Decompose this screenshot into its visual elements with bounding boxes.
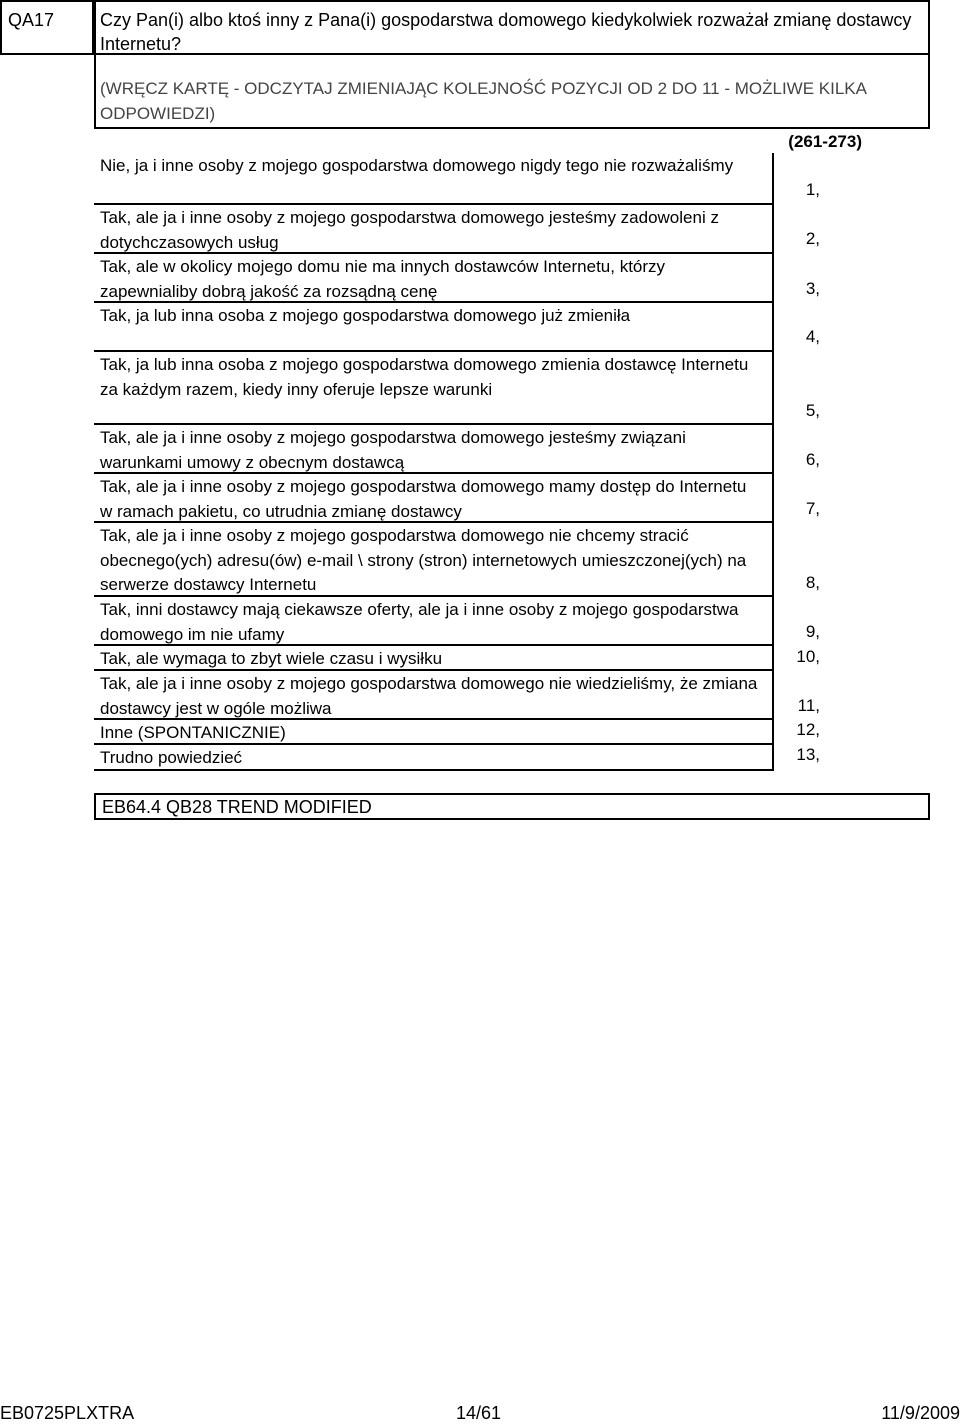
instruction-cell bbox=[94, 55, 930, 129]
question-text-cell bbox=[94, 0, 930, 55]
question-text: Czy Pan(i) albo ktoś inny z Pana(i) gospodarstwa domowego kiedykolwiek rozważał zmianę dostawcy Internetu? bbox=[100, 10, 912, 54]
trend-note-box bbox=[94, 793, 930, 820]
option-code: 6, bbox=[805, 450, 820, 469]
option-row bbox=[94, 472, 774, 522]
option-row bbox=[94, 153, 774, 203]
question-id: QA17 bbox=[8, 10, 55, 30]
option-row bbox=[94, 718, 774, 744]
column-range: (261-273) bbox=[788, 132, 862, 151]
option-row bbox=[94, 644, 774, 670]
option-text: Inne (SPONTANICZNIE) bbox=[100, 723, 286, 742]
trend-note: EB64.4 QB28 TREND MODIFIED bbox=[102, 797, 372, 817]
option-text: Tak, ale ja i inne osoby z mojego gospodarstwa domowego mamy dostęp do Internetu w ramach pakietu, co utrudnia zmianę dostawcy bbox=[100, 477, 747, 521]
option-code: 13, bbox=[796, 745, 820, 764]
option-text: Tak, ale wymaga to zbyt wiele czasu i wysiłku bbox=[100, 649, 443, 668]
option-row bbox=[94, 669, 774, 719]
footer-date: 11/9/2009 bbox=[881, 1403, 960, 1423]
option-text: Tak, ale w okolicy mojego domu nie ma innych dostawców Internetu, którzy zapewnialiby dobrą jakość za rozsądną cenę bbox=[100, 257, 666, 301]
option-code: 3, bbox=[805, 279, 820, 298]
option-text: Tak, ale ja i inne osoby z mojego gospodarstwa domowego jesteśmy zadowoleni z dotychczasowych usług bbox=[100, 208, 719, 252]
option-text: Trudno powiedzieć bbox=[100, 748, 243, 767]
option-code: 11, bbox=[797, 696, 820, 715]
option-text: Nie, ja i inne osoby z mojego gospodarstwa domowego nigdy tego nie rozważaliśmy bbox=[100, 156, 734, 175]
option-row bbox=[94, 252, 774, 302]
option-text: Tak, ja lub inna osoba z mojego gospodarstwa domowego zmienia dostawcę Internetu za każdym razem, kiedy inny oferuje lepsze warunki bbox=[100, 355, 749, 399]
instruction-text: (WRĘCZ KARTĘ - ODCZYTAJ ZMIENIAJĄC KOLEJNOŚĆ POZYCJI OD 2 DO 11 - MOŻLIWE KILKA ODPOWIEDZI) bbox=[100, 79, 867, 123]
option-code: 5, bbox=[805, 401, 820, 420]
option-code: 8, bbox=[805, 573, 820, 592]
footer-page-number: 14/61 bbox=[456, 1403, 502, 1423]
option-row bbox=[94, 595, 774, 645]
option-row bbox=[94, 350, 774, 424]
options-bottom-border bbox=[94, 769, 774, 771]
option-row bbox=[94, 203, 774, 253]
option-text: Tak, ale ja i inne osoby z mojego gospodarstwa domowego nie wiedzieliśmy, że zmiana dostawcy jest w ogóle możliwa bbox=[100, 674, 758, 718]
footer-doc-code: EB0725PLXTRA bbox=[0, 1403, 135, 1423]
option-code: 1, bbox=[805, 180, 820, 199]
option-code: 4, bbox=[805, 327, 820, 346]
option-code: 2, bbox=[805, 229, 820, 248]
option-code: 10, bbox=[796, 647, 820, 666]
option-text: Tak, ale ja i inne osoby z mojego gospodarstwa domowego jesteśmy związani warunkami umowy z obecnym dostawcą bbox=[100, 428, 686, 472]
option-code: 12, bbox=[796, 720, 820, 739]
option-code: 7, bbox=[805, 499, 820, 518]
question-id-cell bbox=[0, 0, 94, 55]
option-row bbox=[94, 423, 774, 473]
option-code: 9, bbox=[805, 622, 820, 641]
option-text: Tak, ja lub inna osoba z mojego gospodarstwa domowego już zmieniła bbox=[100, 306, 631, 325]
option-row bbox=[94, 743, 774, 770]
option-text: Tak, inni dostawcy mają ciekawsze oferty, ale ja i inne osoby z mojego gospodarstwa domowego im nie ufamy bbox=[100, 600, 739, 644]
option-row bbox=[94, 521, 774, 596]
option-row bbox=[94, 301, 774, 351]
option-text: Tak, ale ja i inne osoby z mojego gospodarstwa domowego nie chcemy stracić obecnego(ych) adresu(ów) e-mail \ strony (stron) internetowych umieszczonej(ych) na serwerze dostawcy Internetu bbox=[100, 526, 747, 594]
